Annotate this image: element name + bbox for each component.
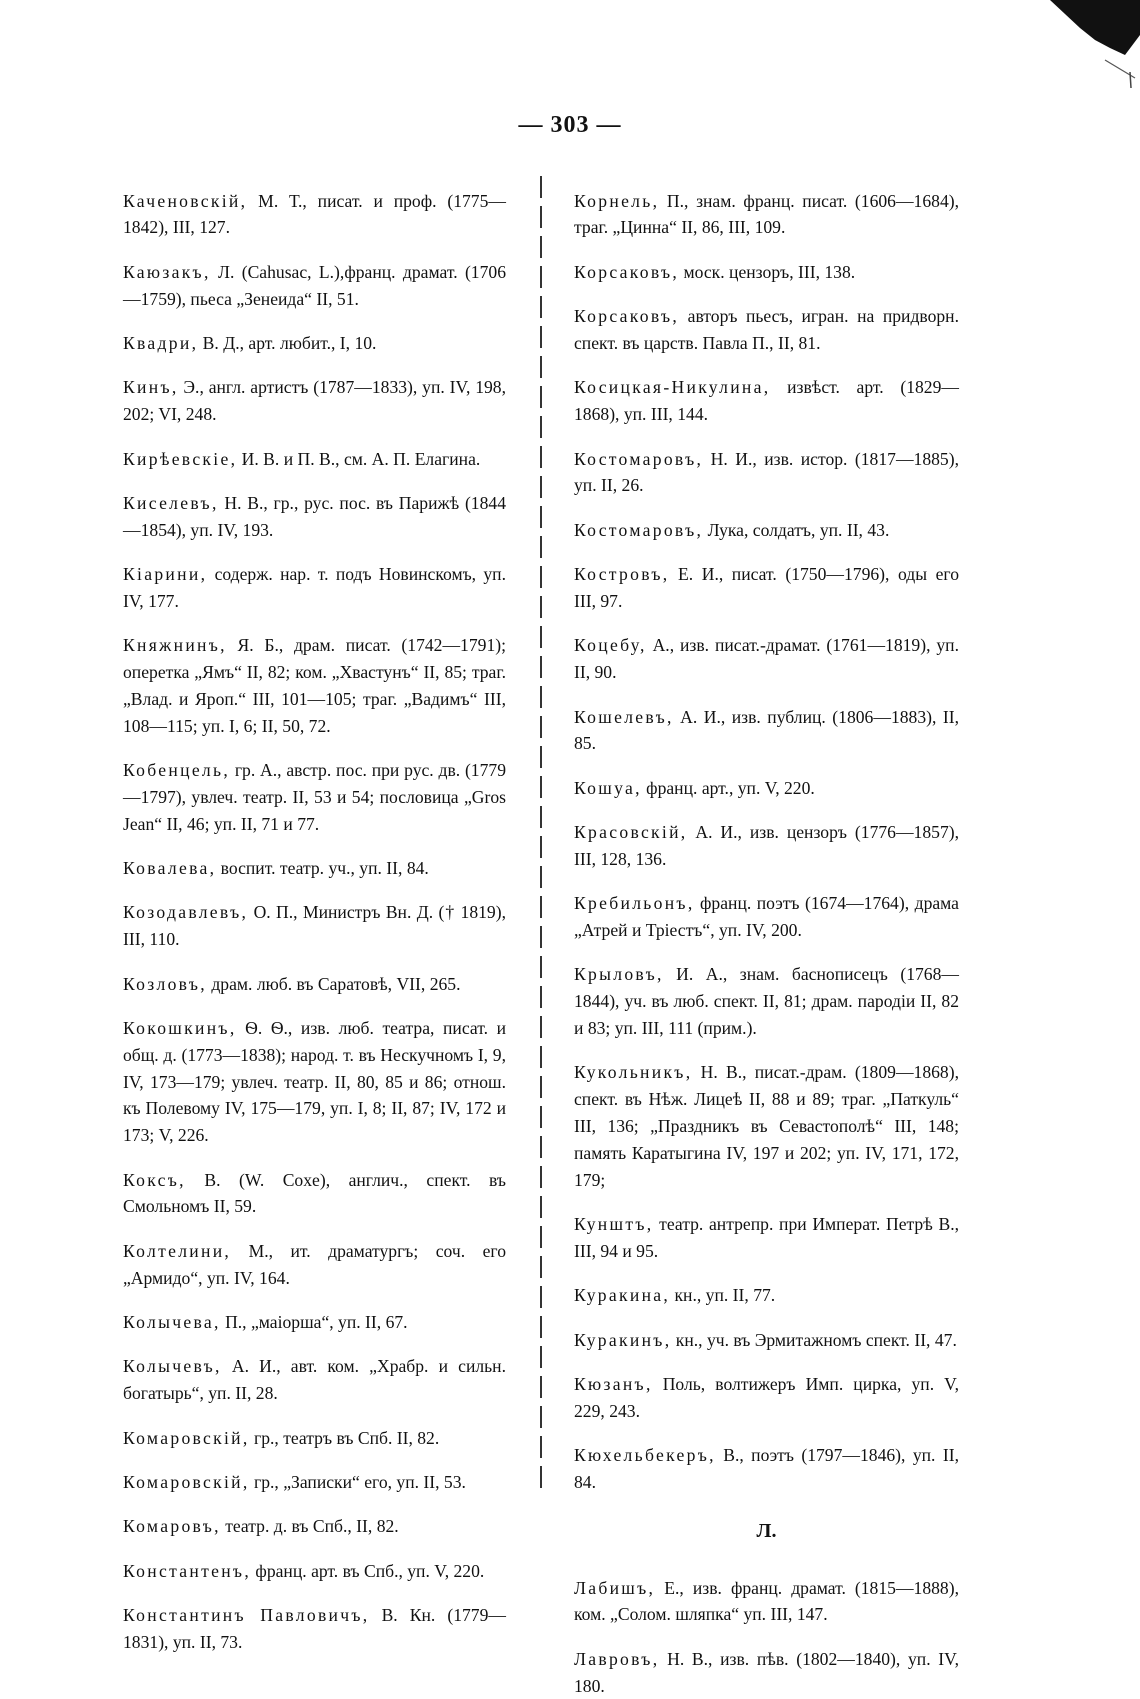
entry-text: О. П., Министръ Вн. Д. († 1819), III, 110. [123,902,506,950]
index-entry [123,490,506,544]
entry-text: воспит. театр. уч., уп. II, 84. [216,858,429,879]
index-entry [123,1238,506,1292]
entry-headword: Коцебу, [574,635,647,656]
entry-text: Поль, волтижеръ Имп. цирка, уп. V, 229, 243. [574,1373,959,1421]
entry-headword: Кюзанъ, [574,1373,653,1394]
entry-headword: Кюхельбекеръ, [574,1445,716,1466]
index-entry [123,1425,506,1452]
index-entry [123,1015,506,1149]
index-entry [574,819,959,873]
index-entry [574,1059,959,1193]
index-entry [123,1558,506,1585]
entry-text: Л. (Cahusac, L.),франц. драмат. (1706—1759), пьеса „Зенеида“ II, 51. [123,261,506,309]
index-entry [123,1602,506,1656]
entry-headword: Кобенцель, [123,760,231,781]
index-entry [574,517,959,544]
corner-smudge [1010,0,1140,90]
entry-headword: Красовскій, [574,822,688,843]
index-entry [574,188,959,242]
index-entry [123,632,506,739]
entry-text: франц. арт., уп. V, 220. [641,777,815,798]
entry-text: И. А., знам. баснописецъ (1768—1844), уч. въ люб. спект. II, 81; драм. пародіи II, 82 и 83; уп. III, 111 (прим.). [574,964,959,1039]
index-entry [574,1211,959,1265]
entry-text: В. (W. Coxe), англич., спект. въ Смольномъ II, 59. [123,1169,506,1217]
entry-text: моск. цензоръ, III, 138. [679,261,856,282]
entry-headword: Кребильонъ, [574,893,695,914]
index-entry [574,1282,959,1309]
index-entry [123,855,506,882]
entry-headword: Кошуа, [574,777,642,798]
entry-headword: Лабишъ, [574,1577,656,1598]
index-entry [574,1371,959,1425]
entry-text: театр. д. въ Спб., II, 82. [220,1516,399,1537]
entry-text: П., знам. франц. писат. (1606—1684), траг. „Цинна“ II, 86, III, 109. [574,190,959,238]
entry-text: Н. В., писат.-драм. (1809—1868), спект. въ Нѣж. Лицеѣ II, 88 и 89; траг. „Паткуль“ III, 136; „Праздникъ въ Севастополѣ“ III, 148; память Каратыгина IV, 197 и 202; уп. IV, 171, 172, 179; [574,1062,959,1190]
entry-text: драм. люб. въ Саратовѣ, VII, 265. [206,973,461,994]
entry-headword: Кіарини, [123,564,208,585]
index-entry [574,704,959,758]
entry-text: гр., „Записки“ его, уп. II, 53. [249,1471,466,1492]
entry-headword: Корсаковъ, [574,261,680,282]
index-entry [574,775,959,802]
entry-headword: Лавровъ, [574,1648,660,1669]
index-entry [123,561,506,615]
entry-headword: Комаровскій, [123,1471,250,1492]
entry-text: театр. антрепр. при Императ. Петрѣ В., III, 94 и 95. [574,1214,959,1261]
index-entry [123,757,506,837]
index-entry [574,1575,959,1629]
entry-text: извѣст. арт. (1829—1868), уп. III, 144. [574,377,959,425]
entry-headword: Кунштъ, [574,1214,654,1235]
entry-text: содерж. нар. т. подъ Новинскомъ, уп. IV, 177. [123,564,506,611]
letter-heading: Л. [756,1519,777,1542]
index-entry [123,330,506,357]
entry-text: Н. И., изв. истор. (1817—1885), уп. II, 26. [574,448,959,496]
entry-headword: Крыловъ, [574,964,664,985]
entry-text: кн., уч. въ Эрмитажномъ спект. II, 47. [671,1329,957,1350]
entry-text: А. И., авт. ком. „Храбр. и сильн. богатырь“, уп. II, 28. [123,1356,506,1404]
entry-text: Я. Б., драм. писат. (1742—1791); оперетка „Ямъ“ II, 82; ком. „Хвастунъ“ II, 85; траг. „Влад. и Яроп.“ III, 101—105; траг. „Вадимъ“ III, 108—115; уп. I, 6; II, 50, 72. [123,635,506,736]
index-entry [574,961,959,1041]
index-entry [574,1646,959,1699]
index-entry [574,890,959,944]
entry-headword: Княжнинъ, [123,635,227,656]
index-entry [123,1167,506,1221]
entry-headword: Кирѣевскіе, [123,448,238,469]
index-entry [574,1442,959,1496]
entry-headword: Ковалева, [123,858,217,879]
index-entry [574,446,959,500]
index-entry [123,374,506,428]
index-entry [574,632,959,686]
entry-text: М. Т., писат. и проф. (1775—1842), III, 127. [123,190,506,238]
index-entry [574,374,959,428]
entry-text: А. И., изв. цензоръ (1776—1857), III, 128, 136. [574,822,959,869]
index-entry [123,446,506,473]
entry-headword: Комаровскій, [123,1427,250,1448]
index-entry [123,1309,506,1336]
entry-headword: Костомаровъ, [574,519,704,540]
right-column [574,170,959,1699]
column-divider [540,176,542,1496]
entry-headword: Куракина, [574,1285,671,1306]
index-entry [123,188,506,242]
entry-headword: Квадри, [123,332,199,353]
index-entry [123,1469,506,1496]
left-column [123,170,506,1656]
index-entry [574,259,959,286]
entry-text: М., ит. драматургъ; соч. его „Армидо“, уп. IV, 164. [123,1240,506,1288]
entry-headword: Козловъ, [123,973,207,994]
entry-headword: Каченовскій, [123,190,248,211]
entry-headword: Кинъ, [123,377,179,398]
entry-headword: Корнель, [574,190,660,211]
entry-headword: Колтелини, [123,1240,232,1261]
entry-headword: Колычева, [123,1312,221,1332]
entry-headword: Коксъ, [123,1169,186,1190]
entry-text: И. В. и П. В., см. А. П. Елагина. [237,448,481,469]
entry-text: франц. поэтъ (1674—1764), драма „Атрей и Тріестъ“, уп. IV, 200. [574,893,959,941]
entry-text: А., изв. писат.-драмат. (1761—1819), уп. II, 90. [574,635,959,683]
entry-text: Е. И., писат. (1750—1796), оды его III, 97. [574,564,959,611]
entry-text: кн., уп. II, 77. [670,1285,776,1306]
index-entry [574,1327,959,1354]
index-entry [123,899,506,953]
index-entry [123,259,506,313]
entry-text: авторъ пьесъ, игран. на придворн. спект. въ царств. Павла П., II, 81. [574,306,959,353]
index-entry [123,971,506,998]
entry-headword: Кукольникъ, [574,1062,693,1083]
entry-headword: Косицкая-Никулина, [574,377,771,398]
entry-text: Ѳ. Ѳ., изв. люб. театра, писат. и общ. д. (1773—1838); народ. т. въ Нескучномъ I, 9, IV, 173—179; увлеч. театр. II, 80, 85 и 86; отнош. къ Полевому IV, 175—179, уп. I, 8; II, 87; IV, 172 и 173; V, 226. [123,1018,506,1146]
entry-headword: Куракинъ, [574,1329,672,1350]
entry-headword: Корсаковъ, [574,306,680,327]
entry-text: А. И., изв. публиц. (1806—1883), II, 85. [574,706,959,754]
entry-headword: Костровъ, [574,564,670,585]
entry-text: В. Кн. (1779—1831), уп. II, 73. [123,1605,506,1652]
index-entry [123,1513,506,1540]
entry-headword: Каюзакъ, [123,261,211,282]
entry-text: В., поэтъ (1797—1846), уп. II, 84. [574,1445,959,1492]
entry-headword: Комаровъ, [123,1516,221,1537]
index-entry [123,1353,506,1407]
entry-headword: Киселевъ, [123,492,219,513]
page-number: — 303 — [518,112,622,138]
entry-text: Н. В., гр., рус. пос. въ Парижѣ (1844—1854), уп. IV, 193. [123,492,506,540]
entry-headword: Константинъ Павловичъ, [123,1605,370,1626]
entry-text: франц. арт. въ Спб., уп. V, 220. [251,1560,485,1581]
entry-text: В. Д., арт. любит., I, 10. [198,332,377,353]
entry-headword: Костомаровъ, [574,448,704,469]
entry-text: Е., изв. франц. драмат. (1815—1888), ком. „Солом. шляпка“ уп. III, 147. [574,1577,959,1625]
entry-text: Н. В., изв. пѣв. (1802—1840), уп. IV, 180. [574,1648,959,1696]
entry-text: Лука, солдатъ, уп. II, 43. [703,519,890,540]
entry-headword: Колычевъ, [123,1356,222,1377]
index-entry [574,561,959,615]
entry-headword: Кокошкинъ, [123,1018,237,1039]
index-entry [574,303,959,357]
entry-text: Э., англ. артистъ (1787—1833), уп. IV, 198, 202; VI, 248. [123,377,506,425]
entry-headword: Константенъ, [123,1560,252,1581]
entry-text: гр. А., австр. пос. при рус. дв. (1779—1797), увлеч. театр. II, 53 и 54; пословица „Gros Jean“ II, 46; уп. II, 71 и 77. [123,760,506,834]
entry-headword: Козодавлевъ, [123,902,249,923]
entry-text: П., „маіорша“, уп. II, 67. [220,1312,408,1332]
entry-headword: Кошелевъ, [574,706,674,727]
entry-text: гр., театръ въ Спб. II, 82. [249,1427,440,1448]
